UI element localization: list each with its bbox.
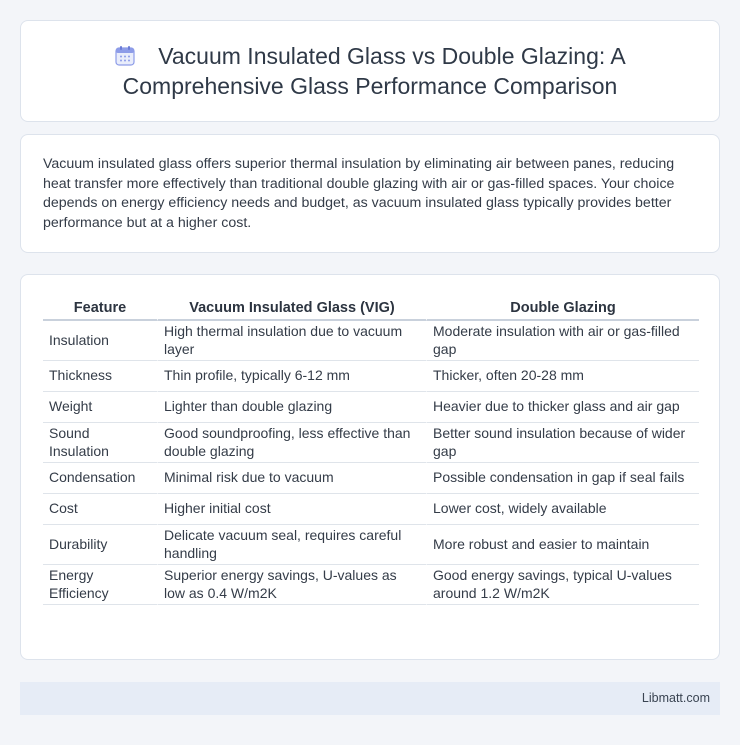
footer-bar: [20, 682, 720, 715]
double-glazing-cell: Lower cost, widely available: [426, 494, 699, 525]
column-header-feature: Feature: [43, 295, 157, 321]
title-card: [20, 20, 720, 122]
footer-site-link[interactable]: Libmatt.com: [641, 691, 710, 705]
table-row: [43, 392, 699, 423]
feature-cell: Sound Insulation: [43, 423, 157, 463]
feature-cell: Insulation: [43, 321, 157, 361]
table-row: [43, 361, 699, 392]
feature-cell: Condensation: [43, 463, 157, 494]
vig-cell: Superior energy savings, U-values as low as 0.4 W/m2K: [157, 565, 426, 605]
double-glazing-cell: Thicker, often 20-28 mm: [426, 361, 699, 392]
table-row: [43, 463, 699, 494]
calendar-icon: [114, 45, 136, 67]
double-glazing-cell: Heavier due to thicker glass and air gap: [426, 392, 699, 423]
double-glazing-cell: Possible condensation in gap if seal fails: [426, 463, 699, 494]
feature-cell: Weight: [43, 392, 157, 423]
double-glazing-cell: More robust and easier to maintain: [426, 525, 699, 565]
table-row: [43, 494, 699, 525]
feature-cell: Durability: [43, 525, 157, 565]
page-title-text: Vacuum Insulated Glass vs Double Glazing: A Comprehensive Glass Performance Comparison: [122, 43, 626, 99]
vig-cell: Minimal risk due to vacuum: [157, 463, 426, 494]
vig-cell: Thin profile, typically 6-12 mm: [157, 361, 426, 392]
page-title: [51, 41, 689, 101]
feature-cell: Thickness: [43, 361, 157, 392]
double-glazing-cell: Good energy savings, typical U-values around 1.2 W/m2K: [426, 565, 699, 605]
intro-paragraph: Vacuum insulated glass offers superior thermal insulation by eliminating air between panes, reducing heat transfer more effectively than traditional double glazing with air or gas-filled spaces. Your choice depends on energy efficiency needs and budget, as vacuum insulated glass typically provides better performance but at a higher cost.: [43, 156, 675, 231]
feature-cell: Cost: [43, 494, 157, 525]
vig-cell: Higher initial cost: [157, 494, 426, 525]
table-row: [43, 525, 699, 565]
table-header-row: [43, 295, 699, 321]
comparison-table-card: [20, 274, 720, 660]
vig-cell: Delicate vacuum seal, requires careful handling: [157, 525, 426, 565]
vig-cell: Good soundproofing, less effective than double glazing: [157, 423, 426, 463]
double-glazing-cell: Moderate insulation with air or gas-filled gap: [426, 321, 699, 361]
table-row: [43, 565, 699, 605]
table-row: [43, 423, 699, 463]
column-header-vig: Vacuum Insulated Glass (VIG): [157, 295, 426, 321]
comparison-table: [43, 295, 699, 605]
vig-cell: High thermal insulation due to vacuum layer: [157, 321, 426, 361]
vig-cell: Lighter than double glazing: [157, 392, 426, 423]
double-glazing-cell: Better sound insulation because of wider gap: [426, 423, 699, 463]
intro-card: [20, 134, 720, 253]
column-header-double-glazing: Double Glazing: [426, 295, 699, 321]
table-row: [43, 321, 699, 361]
feature-cell: Energy Efficiency: [43, 565, 157, 605]
